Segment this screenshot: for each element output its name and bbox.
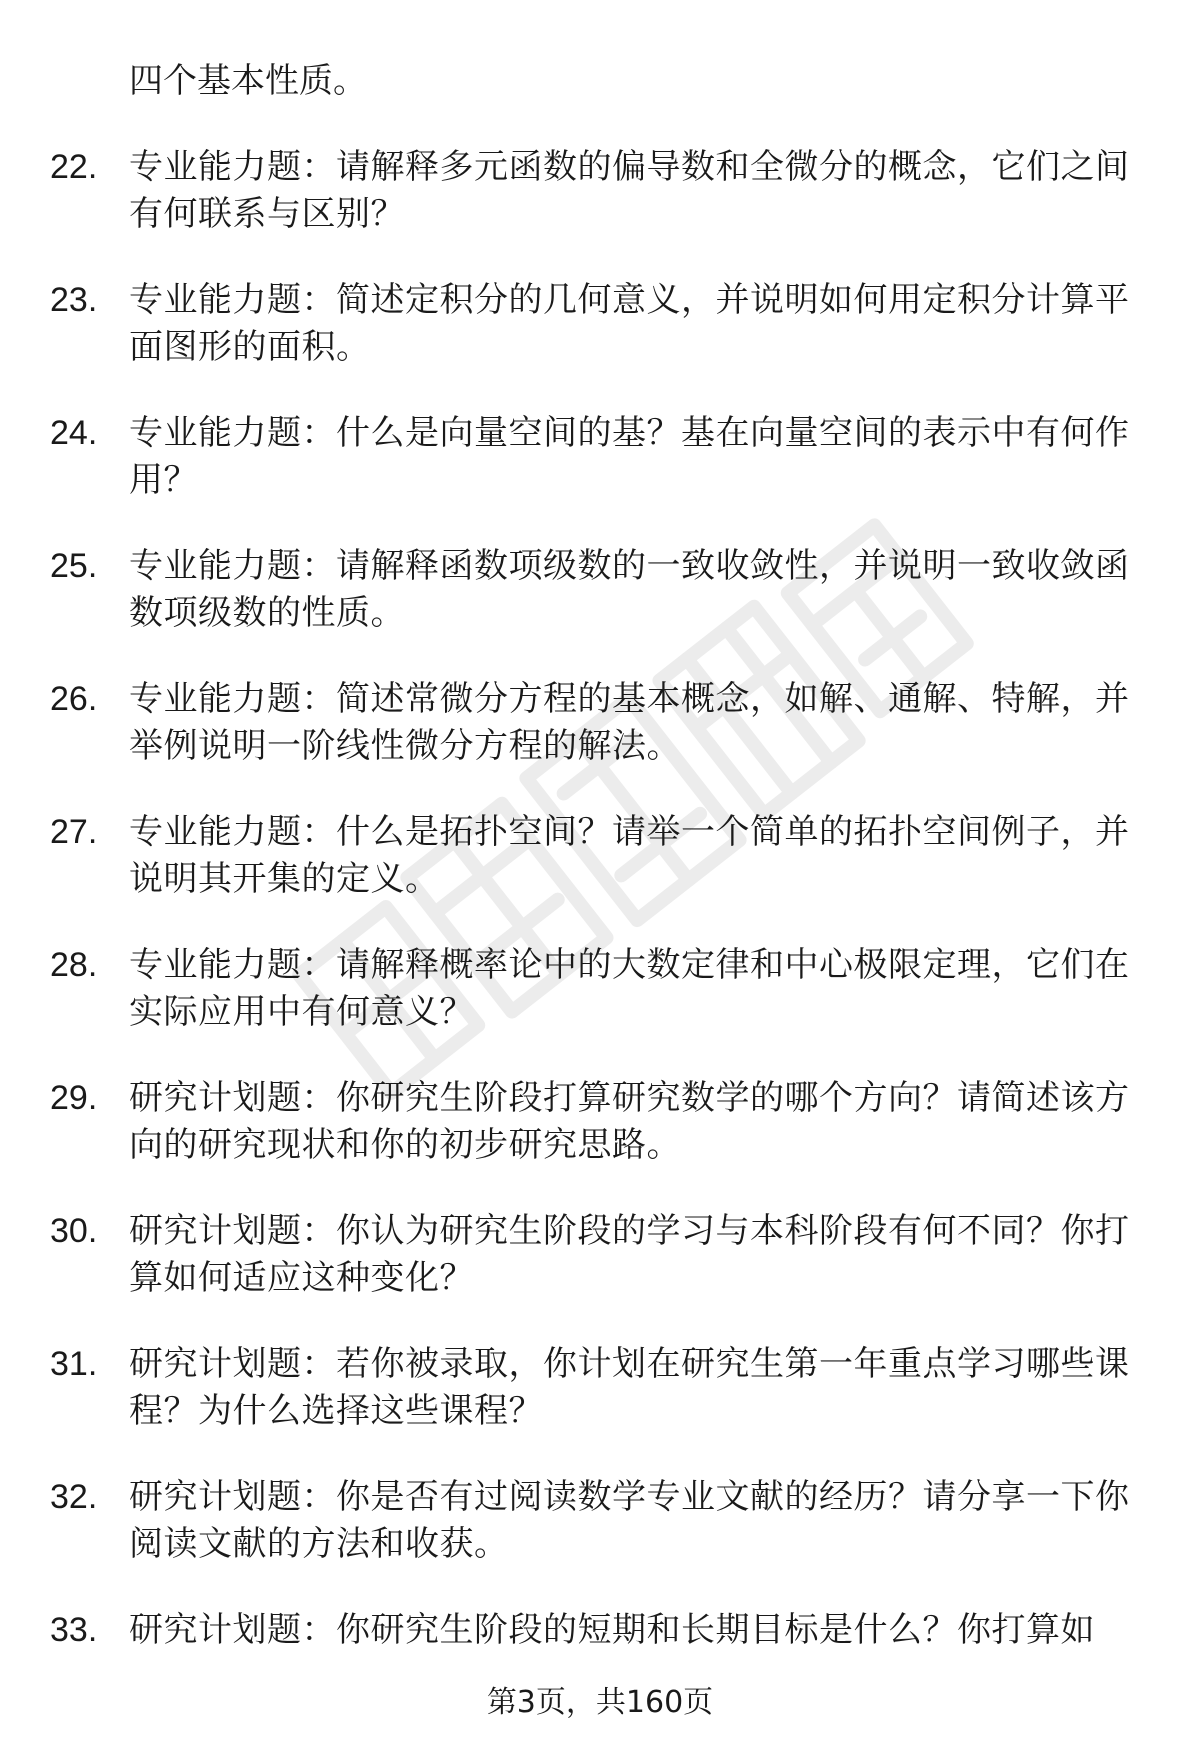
list-item <box>0 942 1200 1036</box>
item-number: 27. <box>50 813 98 851</box>
item-number: 29. <box>50 1079 98 1117</box>
page-footer: 第3页，共160页 <box>486 1685 714 1720</box>
item-text: 研究计划题：你认为研究生阶段的学习与本科阶段有何不同？你打算如何适应这种变化？ <box>129 1211 1130 1298</box>
item-text: 研究计划题：你是否有过阅读数学专业文献的经历？请分享一下你阅读文献的方法和收获。 <box>129 1477 1130 1564</box>
item-number: 22. <box>50 148 98 186</box>
list-item <box>0 1075 1200 1169</box>
item-number: 30. <box>50 1212 98 1250</box>
list-item <box>0 676 1200 770</box>
list-item <box>0 144 1200 238</box>
item-number: 23. <box>50 281 98 319</box>
list-item <box>0 1474 1200 1568</box>
item-number: 25. <box>50 547 98 585</box>
list-item <box>0 809 1200 903</box>
item-text: 专业能力题：请解释多元函数的偏导数和全微分的概念，它们之间有何联系与区别？ <box>129 147 1130 234</box>
list-item <box>0 543 1200 637</box>
item-text: 研究计划题：你研究生阶段的短期和长期目标是什么？你打算如 <box>129 1610 1095 1650</box>
list-item <box>0 1607 1200 1654</box>
item-number: 26. <box>50 680 98 718</box>
item-text: 专业能力题：请解释概率论中的大数定律和中心极限定理，它们在实际应用中有何意义？ <box>129 945 1130 1032</box>
item-text: 研究计划题：若你被录取，你计划在研究生第一年重点学习哪些课程？为什么选择这些课程？ <box>129 1344 1130 1431</box>
continuation-text: 四个基本性质。 <box>129 61 367 101</box>
question-list <box>0 58 1200 1654</box>
item-text: 专业能力题：请解释函数项级数的一致收敛性，并说明一致收敛函数项级数的性质。 <box>129 546 1130 633</box>
item-text: 专业能力题：什么是向量空间的基？基在向量空间的表示中有何作用？ <box>129 413 1130 500</box>
item-text: 研究计划题：你研究生阶段打算研究数学的哪个方向？请简述该方向的研究现状和你的初步研究思路。 <box>129 1078 1130 1165</box>
item-number: 32. <box>50 1478 98 1516</box>
item-number: 28. <box>50 946 98 984</box>
item-number: 24. <box>50 414 98 452</box>
list-item <box>0 1341 1200 1435</box>
list-item <box>0 410 1200 504</box>
item-text: 专业能力题：简述定积分的几何意义，并说明如何用定积分计算平面图形的面积。 <box>129 280 1130 367</box>
item-number: 33. <box>50 1611 98 1649</box>
item-text: 专业能力题：简述常微分方程的基本概念，如解、通解、特解，并举例说明一阶线性微分方程的解法。 <box>129 679 1130 766</box>
list-item <box>0 1208 1200 1302</box>
list-item <box>0 277 1200 371</box>
item-text: 专业能力题：什么是拓扑空间？请举一个简单的拓扑空间例子，并说明其开集的定义。 <box>129 812 1130 899</box>
item-number: 31. <box>50 1345 98 1383</box>
